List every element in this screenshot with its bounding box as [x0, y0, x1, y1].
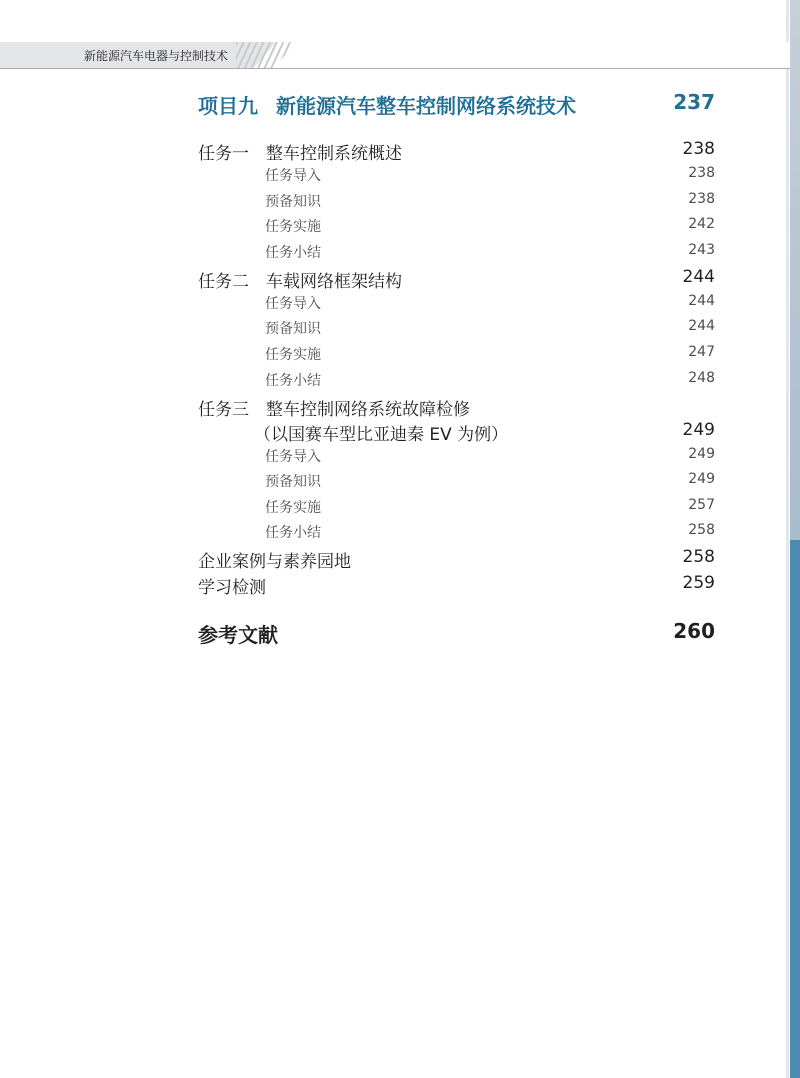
sub-page: 243 [688, 242, 715, 258]
running-header [0, 42, 790, 68]
sub-page: 244 [688, 293, 715, 309]
sub-page: 257 [688, 497, 715, 513]
sub-title: 任务实施 [265, 500, 321, 516]
edge-tab-dark [790, 540, 800, 1078]
extra-title: 企业案例与素养园地 [198, 552, 351, 572]
header-rule [0, 68, 790, 69]
sub-page: 249 [688, 446, 715, 462]
header-stripes [236, 42, 296, 68]
sub-title: 预备知识 [265, 194, 321, 210]
page-edge-line [786, 0, 789, 1078]
edge-tab-light [790, 0, 800, 540]
task-title: 整车控制系统概述 [266, 144, 402, 164]
sub-page: 247 [688, 344, 715, 360]
book-title: 新能源汽车电器与控制技术 [84, 49, 229, 63]
sub-title: 任务导入 [265, 296, 321, 312]
sub-title: 任务小结 [265, 373, 321, 389]
task-page: 249 [682, 420, 715, 440]
references-page: 260 [673, 619, 715, 643]
extra-title: 学习检测 [198, 578, 266, 598]
sub-title: 任务导入 [265, 168, 321, 184]
sub-title: 任务实施 [265, 219, 321, 235]
task-page: 238 [682, 139, 715, 159]
sub-page: 244 [688, 318, 715, 334]
task-title: 车载网络框架结构 [266, 272, 402, 292]
references-title: 参考文献 [198, 623, 278, 647]
sub-title: 任务小结 [265, 525, 321, 541]
sub-page: 242 [688, 216, 715, 232]
sub-title: 预备知识 [265, 474, 321, 490]
sub-page: 238 [688, 165, 715, 181]
task-label: 任务一 [198, 144, 249, 164]
task-label: 任务二 [198, 272, 249, 292]
sub-page: 248 [688, 370, 715, 386]
project-title: 新能源汽车整车控制网络系统技术 [276, 94, 576, 118]
sub-title: 任务导入 [265, 449, 321, 465]
task-title-continued: （以国赛车型比亚迪秦 EV 为例） [254, 425, 509, 445]
task-label: 任务三 [198, 400, 249, 420]
task-title: 整车控制网络系统故障检修 [266, 400, 470, 420]
sub-page: 258 [688, 522, 715, 538]
extra-page: 259 [682, 573, 715, 593]
project-label: 项目九 [198, 94, 258, 118]
sub-title: 预备知识 [265, 321, 321, 337]
extra-page: 258 [682, 547, 715, 567]
sub-title: 任务实施 [265, 347, 321, 363]
task-page: 244 [682, 267, 715, 287]
project-page: 237 [673, 90, 715, 114]
sub-page: 238 [688, 191, 715, 207]
sub-page: 249 [688, 471, 715, 487]
sub-title: 任务小结 [265, 245, 321, 261]
